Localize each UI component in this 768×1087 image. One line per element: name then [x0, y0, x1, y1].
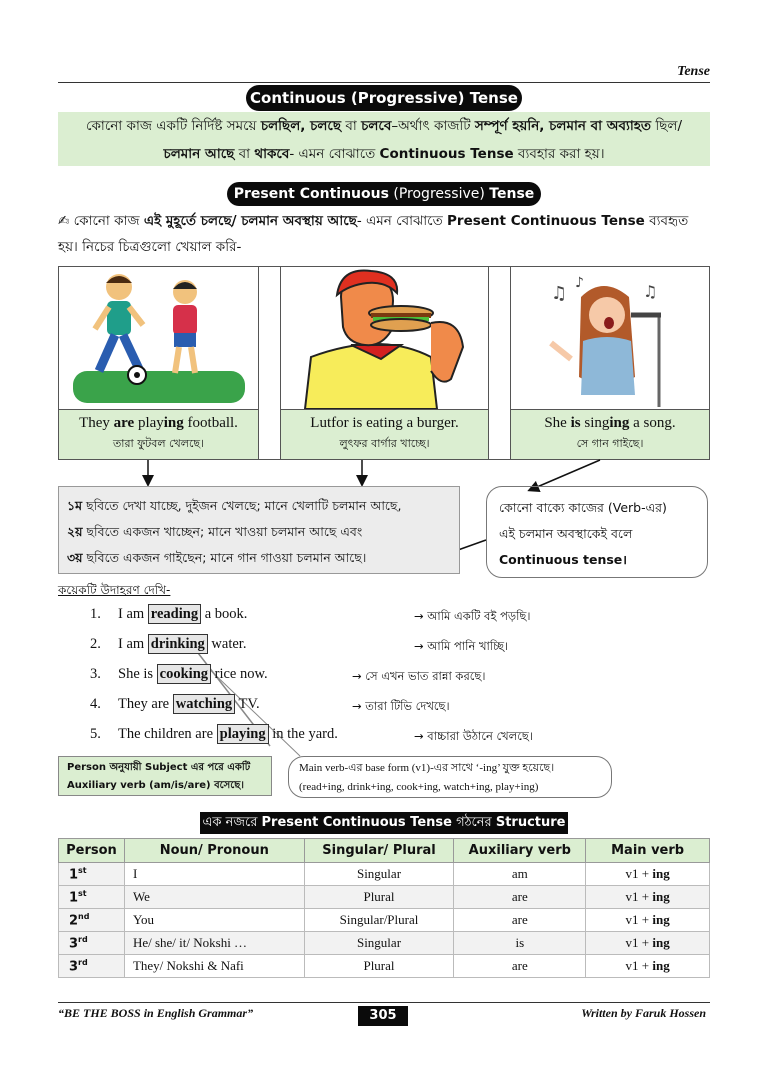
- column-header: Auxiliary verb: [454, 839, 586, 863]
- svg-text:♫: ♫: [643, 282, 658, 301]
- definition-line-2: চলমান আছে বা থাকবে- এমন বোঝাতে Continuous Tense ব্যবহার করা হয়।: [163, 146, 605, 162]
- table-row: 3rd He/ she/ it/ Nokshi … Singular is v1 + ing: [59, 932, 710, 955]
- verb-highlight: drinking: [148, 634, 208, 654]
- column-header: Person: [59, 839, 125, 863]
- intro-text: ✍ কোনো কাজ এই মুহূর্তে চলছে/ চলমান অবস্থায় আছে- এমন বোঝাতে Present Continuous Tense ব্যবহৃত হয়। নিচের চিত্রগুলো খেয়াল করি-: [58, 213, 689, 255]
- structure-table: [58, 838, 710, 978]
- author-credit: Written by Faruk Hossen: [581, 1006, 706, 1020]
- page-title: Continuous (Progressive) Tense: [246, 85, 522, 111]
- section-subtitle: Present Continuous (Progressive) Tense: [227, 182, 541, 206]
- table-row: 2nd You Singular/Plural are v1 + ing: [59, 909, 710, 932]
- column-header: Noun/ Pronoun: [124, 839, 304, 863]
- verb-highlight: watching: [173, 694, 235, 714]
- table-row: 3rd They/ Nokshi & Nafi Plural are v1 + ing: [59, 955, 710, 978]
- caption-singing: She is singing a song. সে গান গাইছে।: [511, 409, 709, 459]
- svg-text:♪: ♪: [575, 275, 584, 291]
- table-header-row: [59, 839, 710, 863]
- main-verb-note: Main verb-এর base form (v1)-এর সাথে ‘-ing’ যুক্ত হয়েছে। (read+ing, drink+ing, cook+ing, watch+ing, play+ing): [288, 756, 612, 798]
- svg-text:♫: ♫: [551, 283, 568, 304]
- verb-highlight: cooking: [157, 664, 211, 684]
- examples-heading: কয়েকটি উদাহরণ দেখি-: [58, 583, 171, 597]
- caption-burger: Lutfor is eating a burger. লুৎফর বার্গার খাচ্ছে।: [281, 409, 488, 459]
- verb-highlight: playing: [217, 724, 269, 744]
- book-title: “BE THE BOSS in English Grammar”: [58, 1006, 254, 1020]
- column-header: Singular/ Plural: [304, 839, 454, 863]
- column-header: Main verb: [586, 839, 710, 863]
- table-row: 1st We Plural are v1 + ing: [59, 886, 710, 909]
- verb-highlight: reading: [148, 604, 201, 624]
- section-label: Tense: [677, 64, 710, 79]
- explanation-box: ১ম ছবিতে দেখা যাচ্ছে, দুইজন খেলছে; মানে খেলাটি চলমান আছে, ২য় ছবিতে একজন খাচ্ছেন; মানে খাওয়া চলমান আছে এবং ৩য় ছবিতে একজন গাইছেন; মানে গান গাওয়া চলমান আছে।: [58, 486, 460, 574]
- structure-title: এক নজরে Present Continuous Tense গঠনের Structure: [200, 812, 568, 834]
- caption-football: They are playing football. তারা ফুটবল খেলছে।: [59, 409, 258, 459]
- page-number: 305: [358, 1006, 408, 1026]
- table-row: 1st I Singular am v1 + ing: [59, 863, 710, 886]
- auxiliary-note: Person অনুযায়ী Subject এর পরে একটি Auxiliary verb (am/is/are) বসেছে।: [58, 756, 272, 796]
- continuous-tense-callout: কোনো বাক্যে কাজের (Verb-এর) এই চলমান অবস্থাকেই বলে Continuous tense।: [486, 486, 708, 578]
- footer-rule: [58, 1002, 710, 1003]
- writing-hand-icon: ✍: [58, 213, 70, 229]
- definition-line-1: কোনো কাজ একটি নির্দিষ্ট সময়ে চলছিল, চলছে বা চলবে–অর্থাৎ কাজটি সম্পূর্ণ হয়নি, চলমান বা অব্যাহত ছিল/: [85, 118, 682, 134]
